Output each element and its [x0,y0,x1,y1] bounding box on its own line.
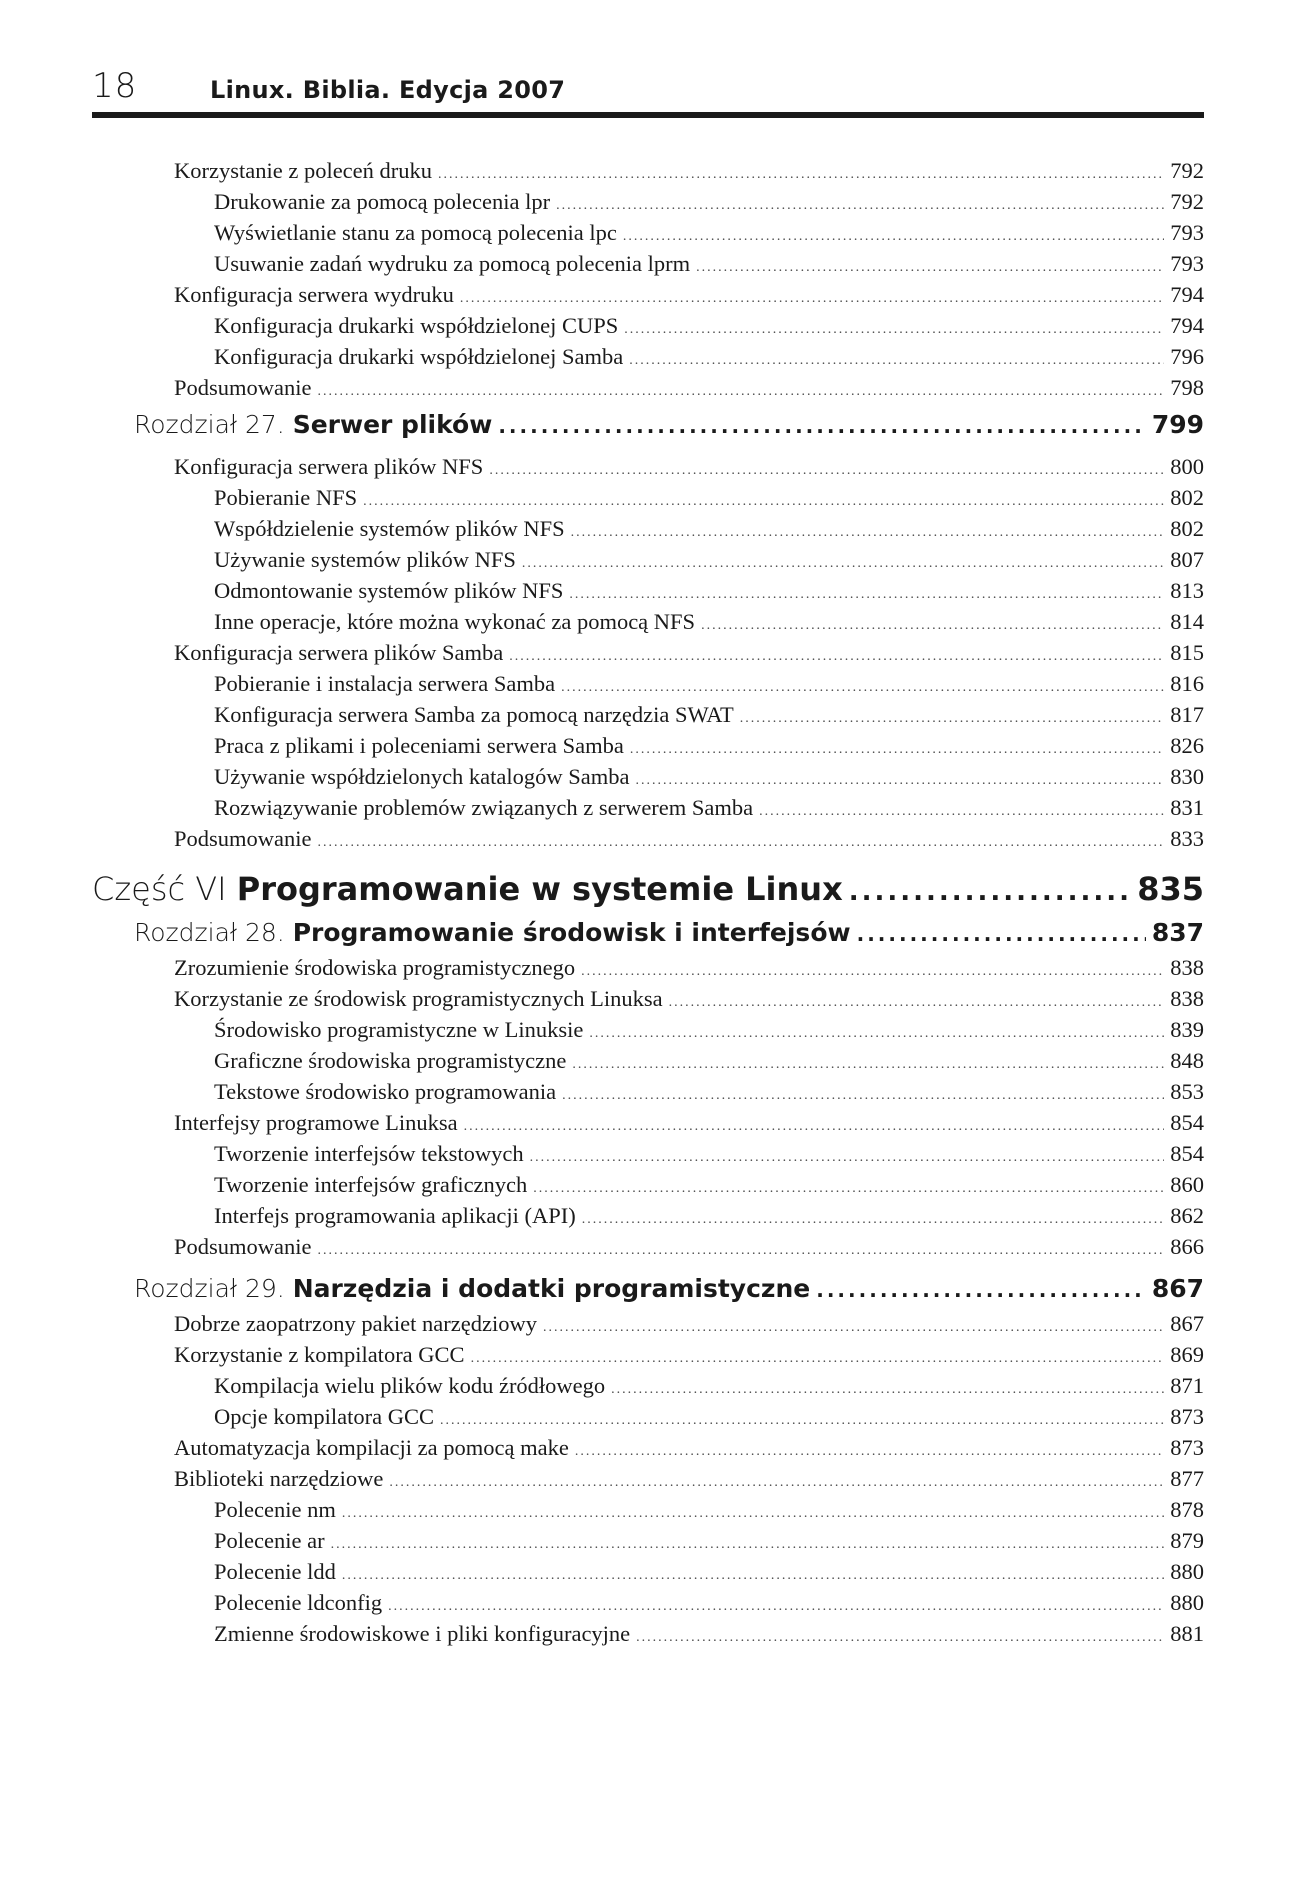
dot-leader [589,1026,1164,1042]
toc-entry-title: Współdzielenie systemów plików NFS [214,516,565,541]
dot-leader [629,353,1164,369]
dot-leader [630,742,1164,758]
toc-subsection-entry [214,516,1204,542]
toc-subsection-entry [214,1203,1204,1229]
toc-subsection-entry [214,1373,1204,1399]
toc-section-entry [174,454,1204,480]
toc-entry-title: Podsumowanie [174,826,312,851]
dot-leader [318,1243,1165,1259]
book-title: Linux. Biblia. Edycja 2007 [210,76,566,104]
dot-leader [562,1088,1164,1104]
dot-leader [636,1630,1164,1646]
toc-entry-page: 871 [1170,1373,1204,1398]
toc-entry-prefix: Rozdział 29. [134,1274,285,1303]
dot-leader [623,229,1164,245]
toc-entry-page: 833 [1170,826,1204,851]
toc-entry-page: 792 [1170,189,1204,214]
toc-entry-title: Biblioteki narzędziowe [174,1466,384,1491]
dot-leader [561,680,1164,696]
dot-leader [388,1599,1164,1615]
toc-subsection-entry [214,1141,1204,1167]
dot-leader [636,773,1165,789]
toc-entry-title: Konfiguracja drukarki współdzielonej Samba [214,344,624,369]
dot-leader [543,1320,1164,1336]
toc-section-entry [174,955,1204,981]
toc-section-entry [174,986,1204,1012]
dot-leader [696,260,1164,276]
toc-subsection-entry [214,1497,1204,1523]
toc-subsection-entry [214,1017,1204,1043]
toc-subsection-entry [214,1079,1204,1105]
toc-entry-title: Interfejsy programowe Linuksa [174,1110,458,1135]
toc-entry-page: 880 [1170,1590,1204,1615]
toc-entry-title: Tekstowe środowisko programowania [214,1079,557,1104]
page-number: 18 [92,66,138,106]
dot-leader [440,1413,1164,1429]
toc-entry-title: Pobieranie NFS [214,485,358,510]
toc-entry-page: 800 [1170,454,1204,479]
toc-subsection-entry [214,220,1204,246]
toc-entry-title: Praca z plikami i poleceniami serwera Samba [214,733,624,758]
dot-leader [530,1150,1165,1166]
toc-entry-title: Tworzenie interfejsów graficznych [214,1172,528,1197]
dot-leader [389,1475,1164,1491]
toc-section-entry [174,826,1204,852]
toc-part-entry [92,870,1204,908]
dot-leader [533,1181,1164,1197]
toc-section-entry [174,1342,1204,1368]
toc-entry-title: Inne operacje, które można wykonać za pomocą NFS [214,609,696,634]
toc-entry-page: 880 [1170,1559,1204,1584]
toc-entry-prefix: Rozdział 28. [134,918,285,947]
toc-entry-title [134,1274,810,1303]
toc-entry-title: Środowisko programistyczne w Linuksie [214,1017,584,1042]
toc-entry-title: Korzystanie z kompilatora GCC [174,1342,465,1367]
toc-entry-page: 792 [1170,158,1204,183]
toc-entry-title: Polecenie ar [214,1528,325,1553]
toc-entry-page: 879 [1170,1528,1204,1553]
toc-entry-title: Konfiguracja drukarki współdzielonej CUPS [214,313,619,338]
toc-section-entry [174,640,1204,666]
dot-leader [363,494,1164,510]
toc-entry-page: 866 [1170,1234,1204,1259]
toc-entry-page: 873 [1170,1404,1204,1429]
toc-section-entry [174,375,1204,401]
toc-entry-title: Konfiguracja serwera wydruku [174,282,454,307]
toc-entry-title: Konfiguracja serwera plików NFS [174,454,484,479]
toc-entry-title: Automatyzacja kompilacji za pomocą make [174,1435,569,1460]
dot-leader [571,525,1165,541]
dot-leader [498,414,1145,438]
dot-leader [624,322,1164,338]
toc-entry-page: 802 [1170,516,1204,541]
dot-leader [740,711,1164,727]
toc-subsection-entry [214,1559,1204,1585]
toc-entry-name: Narzędzia i dodatki programistyczne [292,1274,811,1303]
toc-entry-page: 817 [1170,702,1204,727]
toc-entry-title: Graficzne środowiska programistyczne [214,1048,567,1073]
toc-section-entry [174,282,1204,308]
dot-leader [556,198,1164,214]
toc-subsection-entry [214,671,1204,697]
toc-entry-title: Konfiguracja serwera plików Samba [174,640,504,665]
toc-entry-title: Usuwanie zadań wydruku za pomocą polecenia lprm [214,251,691,276]
toc-entry-title: Kompilacja wielu plików kodu źródłowego [214,1373,606,1398]
toc-subsection-entry [214,1528,1204,1554]
toc-entry-title [134,918,851,947]
toc-entry-page: 802 [1170,485,1204,510]
toc-entry-page: 878 [1170,1497,1204,1522]
toc-entry-page: 838 [1170,986,1204,1011]
toc-entry-title: Odmontowanie systemów plików NFS [214,578,564,603]
toc-entry-page: 793 [1170,251,1204,276]
toc-entry-page: 837 [1151,918,1204,947]
toc-entry-title [92,870,843,908]
toc-entry-title: Używanie systemów plików NFS [214,547,516,572]
toc-subsection-entry [214,764,1204,790]
dot-leader [489,463,1164,479]
dot-leader [611,1382,1164,1398]
toc-entry-title: Tworzenie interfejsów tekstowych [214,1141,524,1166]
toc-subsection-entry [214,189,1204,215]
dot-leader [581,964,1164,980]
toc-entry-page: 793 [1170,220,1204,245]
toc-subsection-entry [214,578,1204,604]
toc-entry-title: Używanie współdzielonych katalogów Samba [214,764,630,789]
toc-entry-name: Programowanie środowisk i interfejsów [292,918,851,947]
toc-subsection-entry [214,1590,1204,1616]
toc-subsection-entry [214,1404,1204,1430]
toc-subsection-entry [214,547,1204,573]
dot-leader [471,1351,1165,1367]
dot-leader [572,1057,1164,1073]
toc-entry-page: 854 [1170,1141,1204,1166]
toc-entry-page: 807 [1170,547,1204,572]
toc-entry-title: Opcje kompilatora GCC [214,1404,434,1429]
toc-entry-page: 862 [1170,1203,1204,1228]
dot-leader [582,1212,1165,1228]
toc-entry-title: Rozwiązywanie problemów związanych z serwerem Samba [214,795,754,820]
toc-entry-name: Programowanie w systemie Linux [236,870,843,908]
dot-leader [701,618,1164,634]
toc-entry-title: Konfiguracja serwera Samba za pomocą narzędzia SWAT [214,702,734,727]
toc-subsection-entry [214,702,1204,728]
toc-subsection-entry [214,1621,1204,1647]
toc-subsection-entry [214,313,1204,339]
toc-entry-page: 877 [1170,1466,1204,1491]
toc-entry-page: 869 [1170,1342,1204,1367]
toc-section-entry [174,1234,1204,1260]
toc-section-entry [174,1466,1204,1492]
toc-entry-title: Podsumowanie [174,1234,312,1259]
toc-entry-page: 831 [1170,795,1204,820]
toc-entry-page: 796 [1170,344,1204,369]
toc-entry-page: 881 [1170,1621,1204,1646]
toc-entry-title: Podsumowanie [174,375,312,400]
dot-leader [759,804,1164,820]
toc-entry-title: Korzystanie ze środowisk programistycznych Linuksa [174,986,663,1011]
toc-subsection-entry [214,609,1204,635]
toc-entry-page: 794 [1170,313,1204,338]
toc-entry-title: Interfejs programowania aplikacji (API) [214,1203,576,1228]
toc-entry-page: 838 [1170,955,1204,980]
toc-entry-page: 798 [1170,375,1204,400]
dot-leader [318,384,1165,400]
toc-entry-page: 813 [1170,578,1204,603]
dot-leader [575,1444,1164,1460]
toc-entry-title: Drukowanie za pomocą polecenia lpr [214,189,551,214]
dot-leader [509,649,1164,665]
toc-entry-title [134,410,492,439]
toc-subsection-entry [214,733,1204,759]
toc-entry-page: 814 [1170,609,1204,634]
toc-entry-page: 816 [1170,671,1204,696]
dot-leader [857,922,1146,946]
toc-entry-title: Korzystanie z poleceń druku [174,158,433,183]
toc-chapter-entry [134,1274,1204,1303]
toc-entry-title: Wyświetlanie stanu za pomocą polecenia lpc [214,220,617,245]
toc-subsection-entry [214,485,1204,511]
toc-entry-title: Polecenie ldd [214,1559,336,1584]
dot-leader [318,835,1165,851]
toc-subsection-entry [214,1048,1204,1074]
toc-chapter-entry [134,918,1204,947]
dot-leader [464,1119,1165,1135]
dot-leader [669,995,1165,1011]
toc-entry-prefix: Rozdział 27. [134,410,285,439]
toc-entry-page: 853 [1170,1079,1204,1104]
toc-entry-page: 854 [1170,1110,1204,1135]
toc-subsection-entry [214,1172,1204,1198]
toc-entry-title: Pobieranie i instalacja serwera Samba [214,671,556,696]
toc-entry-title: Zrozumienie środowiska programistycznego [174,955,576,980]
toc-entry-prefix: Część VI [92,870,227,908]
toc-subsection-entry [214,344,1204,370]
toc-entry-page: 835 [1137,870,1204,908]
toc-entry-name: Serwer plików [292,410,493,439]
toc-entry-page: 860 [1170,1172,1204,1197]
dot-leader [460,291,1164,307]
toc-entry-page: 848 [1170,1048,1204,1073]
dot-leader [342,1568,1164,1584]
toc-section-entry [174,158,1204,184]
toc-section-entry [174,1435,1204,1461]
toc-subsection-entry [214,795,1204,821]
toc-entry-page: 815 [1170,640,1204,665]
dot-leader [438,167,1164,183]
toc-entry-title: Polecenie ldconfig [214,1590,383,1615]
dot-leader [522,556,1164,572]
toc-entry-page: 839 [1170,1017,1204,1042]
toc-entry-page: 826 [1170,733,1204,758]
dot-leader [331,1537,1165,1553]
toc-entry-title: Zmienne środowiskowe i pliki konfiguracyjne [214,1621,631,1646]
toc-entry-page: 830 [1170,764,1204,789]
header-rule [92,112,1204,118]
toc-subsection-entry [214,251,1204,277]
dot-leader [816,1278,1146,1302]
toc-section-entry [174,1110,1204,1136]
toc-entry-page: 873 [1170,1435,1204,1460]
toc-entry-page: 867 [1170,1311,1204,1336]
toc-entry-page: 799 [1151,410,1204,439]
dot-leader [849,877,1131,907]
dot-leader [569,587,1164,603]
toc-entry-page: 794 [1170,282,1204,307]
toc-section-entry [174,1311,1204,1337]
toc-entry-title: Polecenie nm [214,1497,336,1522]
toc-entry-page: 867 [1151,1274,1204,1303]
toc-entry-title: Dobrze zaopatrzony pakiet narzędziowy [174,1311,537,1336]
dot-leader [342,1506,1164,1522]
toc-chapter-entry [134,410,1204,439]
